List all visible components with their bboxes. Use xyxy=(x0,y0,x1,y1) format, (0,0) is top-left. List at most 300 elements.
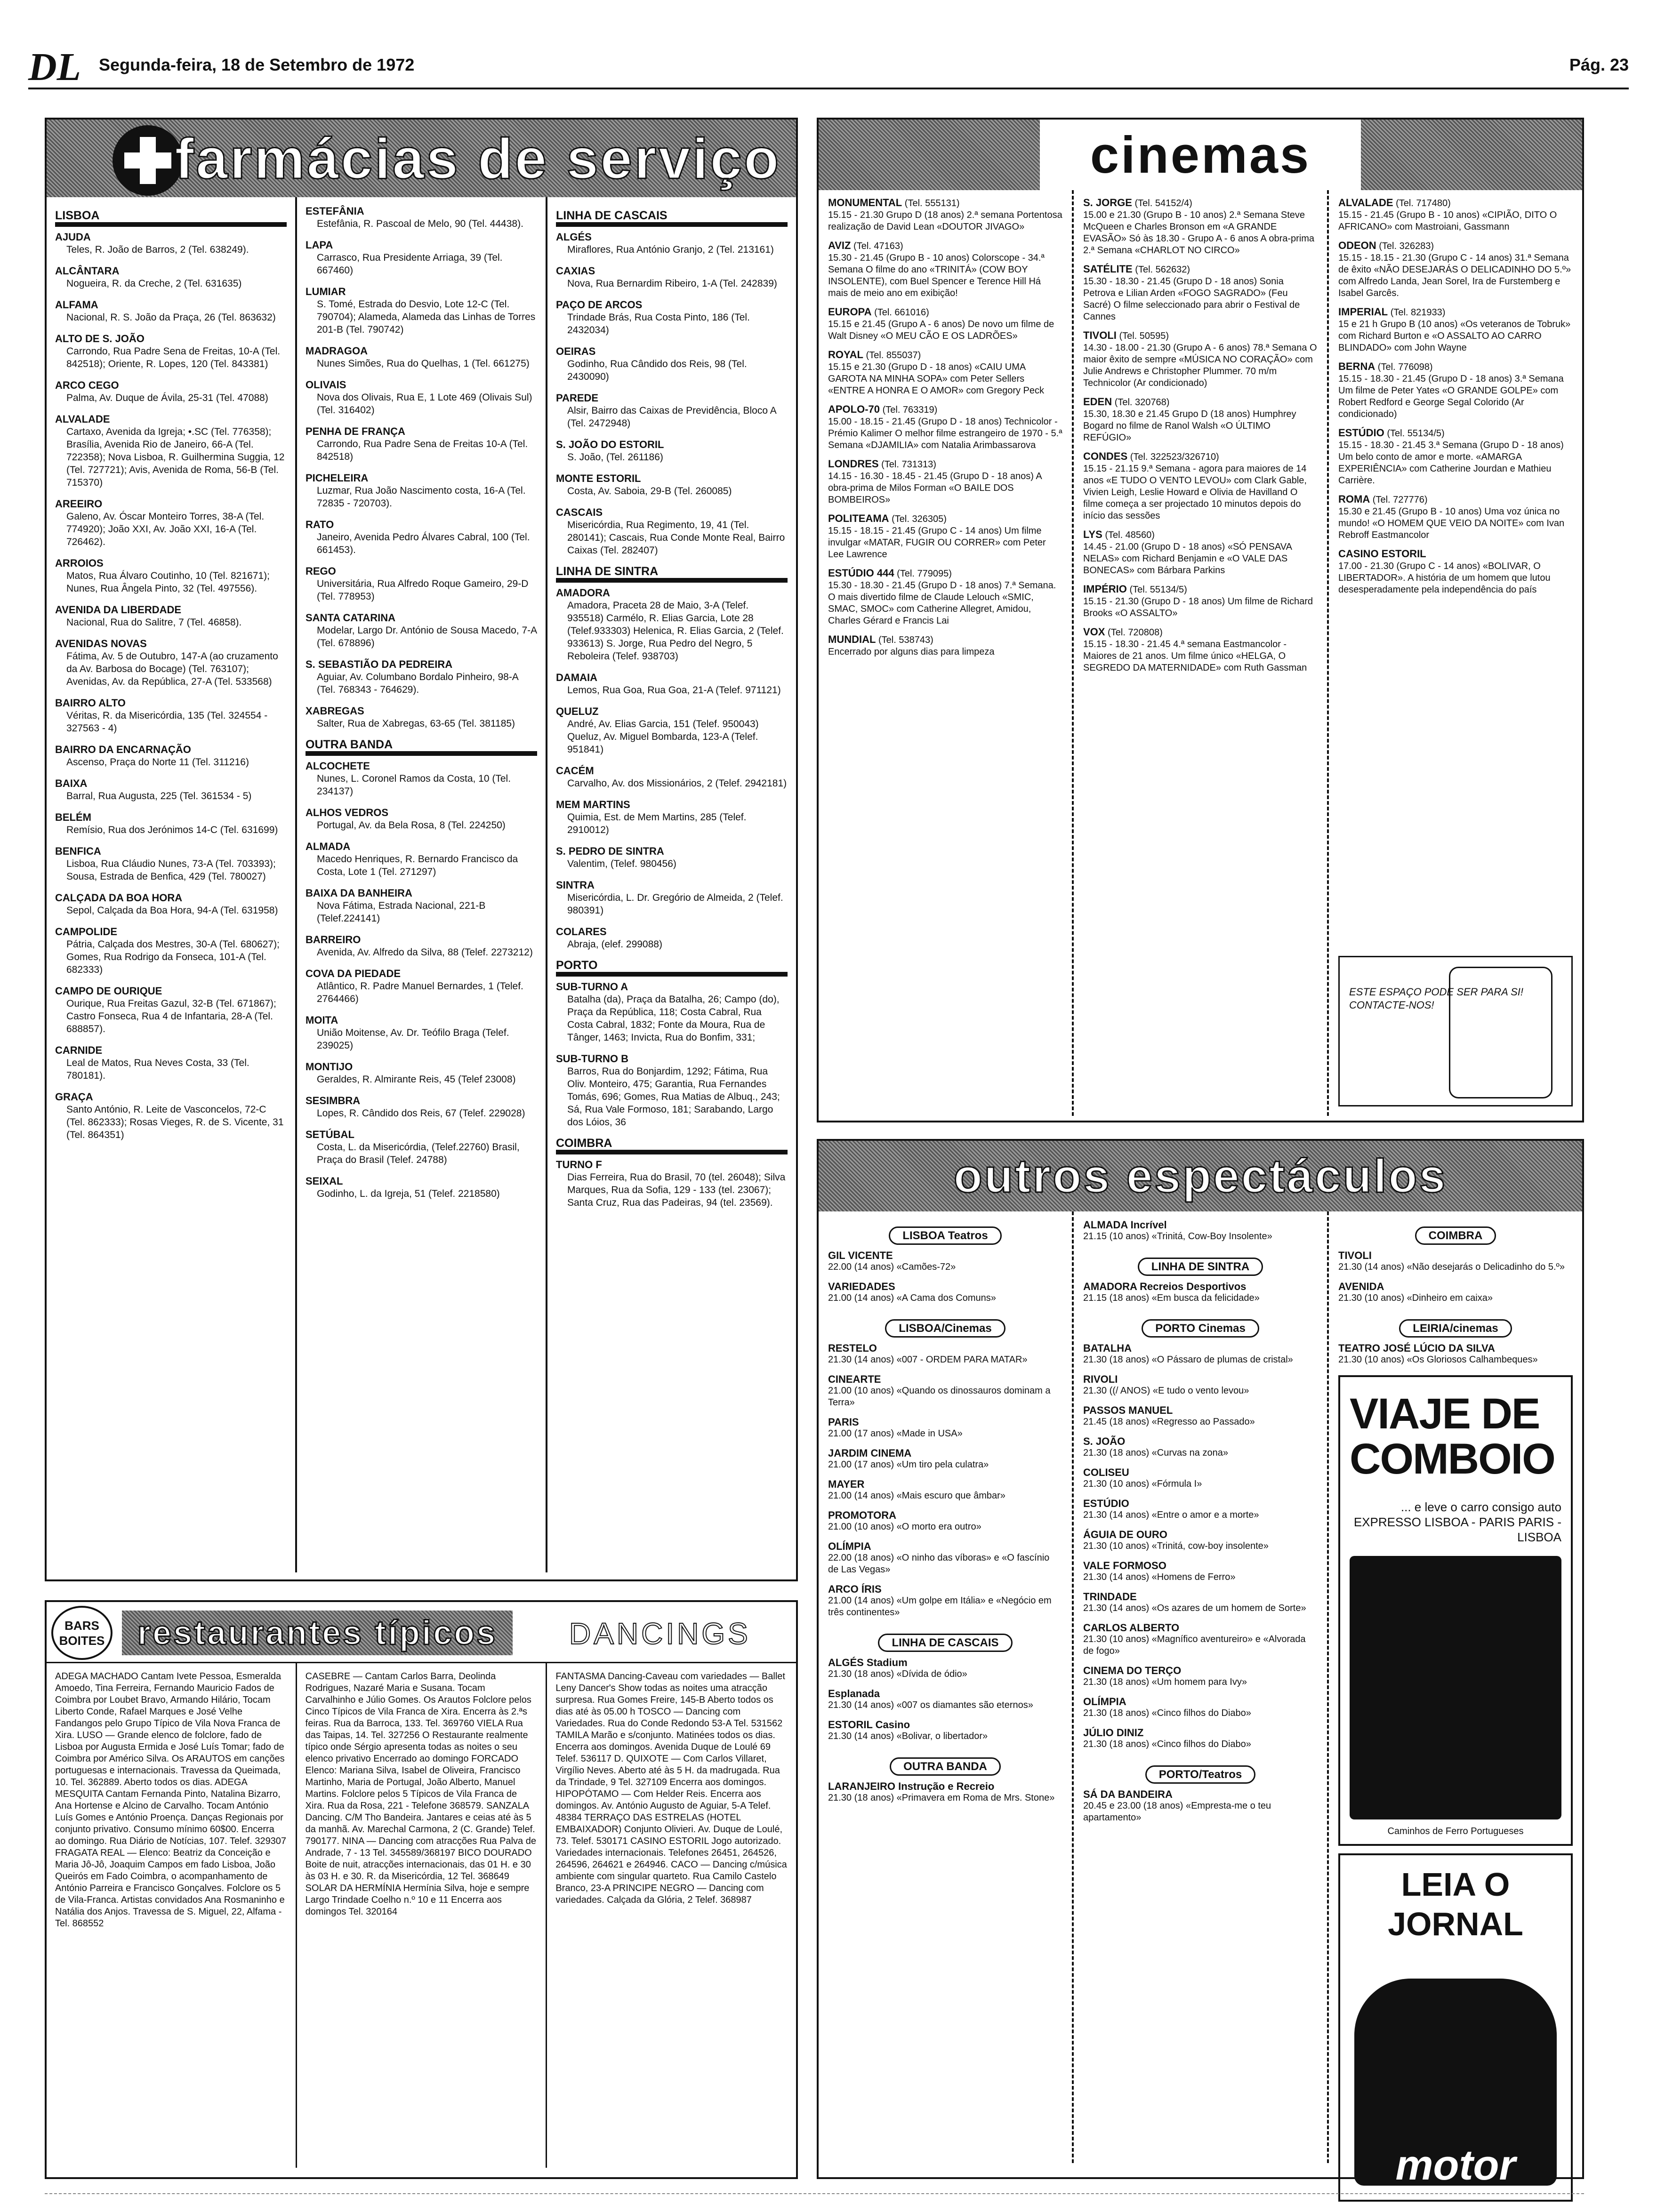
viaje-de-comboio-ad xyxy=(1338,1375,1573,1846)
outros-column-2 xyxy=(1072,1211,1327,2163)
venue-name: Esplanada xyxy=(828,1688,880,1699)
pharmacy-entry xyxy=(55,811,287,836)
show-listing xyxy=(1083,1404,1318,1428)
town-name: S. JOÃO DO ESTORIL xyxy=(556,439,664,450)
pharmacy-entry xyxy=(55,413,287,489)
pharmacy-details: Palma, Av. Duque de Ávila, 25-31 (Tel. 47088) xyxy=(66,393,268,403)
pharmacy-entry xyxy=(55,332,287,370)
cinema-name: ESTÚDIO xyxy=(1338,427,1384,439)
town-name: CAMPOLIDE xyxy=(55,926,117,938)
dancings-title: DANCINGS xyxy=(569,1617,751,1651)
cinema-name: MONUMENTAL xyxy=(828,197,902,208)
venue-name: ESTORIL Casino xyxy=(828,1719,910,1731)
cinema-heading xyxy=(1338,306,1573,319)
pharmacy-details: Atlântico, R. Padre Manuel Bernardes, 1 (Telef. 2764466) xyxy=(317,981,523,1004)
section-header: PORTO xyxy=(556,959,788,977)
cinema-listing xyxy=(828,349,1062,397)
cinema-listing xyxy=(1338,427,1573,487)
town-name: BELÉM xyxy=(55,811,91,823)
show-details: 22.00 (18 anos) «O ninho das víboras» e «O fascínio de Las Vegas» xyxy=(828,1553,1050,1575)
pharmacy-details: Ourique, Rua Freitas Gazul, 32-B (Tel. 671867); Castro Fonseca, Rua 4 de Infantaria, 28-A (Tel. 688857). xyxy=(66,998,276,1034)
cinema-heading xyxy=(1083,329,1318,342)
show-listing xyxy=(1338,1342,1573,1366)
pharmacy-entry xyxy=(55,557,287,595)
pharmacy-details: Carrondo, Rua Padre Sena de Freitas 10-A (Tel. 842518) xyxy=(317,439,528,462)
pharmacy-entry xyxy=(556,764,788,790)
cinema-phone: (Tel. 50595) xyxy=(1119,331,1169,341)
bottom-rule xyxy=(45,2193,1584,2194)
venue-name: TRINDADE xyxy=(1083,1591,1137,1603)
cinema-program: 15.15 - 18.15 - 21.45 (Grupo C - 14 anos) Um filme invulgar «MATAR, FUGIR OU CORRER» com Peter Lee Lawrence xyxy=(828,526,1046,560)
cinema-heading xyxy=(1083,450,1318,463)
pharmacy-details: Valentim, (Telef. 980456) xyxy=(567,858,676,869)
cinema-heading xyxy=(1338,197,1573,209)
show-listing xyxy=(828,1583,1062,1619)
dl-logo: DL xyxy=(28,45,81,89)
show-details: 21.00 (10 anos) «Quando os dinossauros dominam a Terra» xyxy=(828,1386,1051,1408)
cinema-program: 15.15 e 21.30 (Grupo D - 18 anos) «CAIU UMA GAROTA NA MINHA SOPA» com Peter Sellers «ENTRE A HONRA E O AMOR» com Gregory Peck xyxy=(828,362,1045,396)
pharmacy-entry xyxy=(55,264,287,290)
cinema-heading xyxy=(828,197,1062,209)
town-name: CARNIDE xyxy=(55,1044,103,1056)
venue-name: ALMADA Incrível xyxy=(1083,1219,1167,1231)
pharmacy-entry xyxy=(556,705,788,756)
cinema-name: ROMA xyxy=(1338,493,1370,505)
pharmacy-details: Misericórdia, Rua Regimento, 19, 41 (Tel. 280141); Cascais, Rua Conde Monte Real, Bairro Caixas (Tel. 282407) xyxy=(567,520,785,556)
town-name: SUB-TURNO A xyxy=(556,981,628,993)
venue-name: S. JOÃO xyxy=(1083,1435,1126,1447)
town-name: BAIRRO DA ENCARNAÇÃO xyxy=(55,744,191,755)
pharmacy-entry xyxy=(55,697,287,735)
cinema-listing xyxy=(828,306,1062,342)
show-listing xyxy=(1083,1467,1318,1490)
leia-o-jornal-ad xyxy=(1338,1853,1573,2202)
cinema-phone: (Tel. 55134/5) xyxy=(1387,428,1445,439)
town-name: PICHELEIRA xyxy=(306,472,369,484)
cinema-listing xyxy=(1083,329,1318,389)
cinema-phone: (Tel. 763319) xyxy=(882,405,938,415)
pharmacy-entry xyxy=(556,1158,788,1209)
venue-name: VARIEDADES xyxy=(828,1281,895,1292)
show-listing xyxy=(828,1540,1062,1576)
pharmacy-details: Godinho, Rua Cândido dos Reis, 98 (Tel. 2430090) xyxy=(567,359,747,382)
town-name: ALVALADE xyxy=(55,413,110,425)
pill-row xyxy=(828,1219,1062,1250)
show-details: 21.00 (14 anos) «A Cama dos Comuns» xyxy=(828,1293,996,1303)
cinema-heading xyxy=(1083,396,1318,409)
cinema-phone: (Tel. 821933) xyxy=(1390,307,1446,318)
cinema-listing xyxy=(1083,450,1318,522)
cinema-name: IMPERIAL xyxy=(1338,306,1388,318)
region-pill: LINHA DE CASCAIS xyxy=(878,1634,1012,1652)
show-details: 21.30 (14 anos) «Bolivar, o libertador» xyxy=(828,1731,988,1741)
pharmacy-details: Nunes, L. Coronel Ramos da Costa, 10 (Tel. 234137) xyxy=(317,773,511,797)
show-listing xyxy=(828,1373,1062,1409)
pharmacy-details: Estefânia, R. Pascoal de Melo, 90 (Tel. 44438). xyxy=(317,218,523,229)
cinemas-title: cinemas xyxy=(1040,120,1361,190)
region-pill: PORTO/Teatros xyxy=(1145,1765,1255,1784)
pharmacy-entry xyxy=(306,658,537,696)
pharmacy-details: Teles, R. João de Barros, 2 (Tel. 638249). xyxy=(66,244,249,255)
pharmacy-entry xyxy=(55,743,287,769)
pharmacy-entry xyxy=(55,777,287,802)
town-name: RATO xyxy=(306,519,334,530)
cinema-program: 15.15 - 21.45 (Grupo B - 10 anos) «CIPIÃO, DITO O AFRICANO» com Mastroiani, Gassmann xyxy=(1338,210,1557,232)
pharmacy-details: Nunes Simões, Rua do Quelhas, 1 (Tel. 661275) xyxy=(317,358,530,369)
pharmacy-details: Avenida, Av. Alfredo da Silva, 88 (Telef. 2273212) xyxy=(317,947,533,958)
venue-name: BATALHA xyxy=(1083,1342,1132,1354)
show-details: 21.15 (10 anos) «Trinitá, Cow-Boy Insolente» xyxy=(1083,1231,1272,1242)
section-header: LINHA DE CASCAIS xyxy=(556,209,788,227)
show-details: 21.30 (14 anos) «007 - ORDEM PARA MATAR» xyxy=(828,1354,1028,1365)
cinema-name: EUROPA xyxy=(828,306,872,318)
advertise-here-text: ESTE ESPAÇO PODE SER PARA SI! CONTACTE-NOS! xyxy=(1349,986,1524,1011)
town-name: GRAÇA xyxy=(55,1091,93,1103)
page-number: Pág. 23 xyxy=(1569,55,1629,74)
pharmacy-details: Quimia, Est. de Mem Martins, 285 (Telef. 2910012) xyxy=(567,812,747,835)
show-listing xyxy=(1083,1373,1318,1397)
town-name: BARREIRO xyxy=(306,934,361,946)
ad-headline: VIAJE DE COMBOIO xyxy=(1350,1390,1555,1483)
town-name: ALFAMA xyxy=(55,299,98,311)
bars-columns xyxy=(47,1663,796,2168)
pharmacy-entry xyxy=(306,239,537,277)
town-name: BENFICA xyxy=(55,845,101,857)
cinema-program: 15.30, 18.30 e 21.45 Grupo D (18 anos) Humphrey Bogard no filme de Ranol Walsh «O ÚLTIMO REFÚGIO» xyxy=(1083,409,1296,443)
show-listing xyxy=(828,1478,1062,1502)
section-header: COIMBRA xyxy=(556,1137,788,1154)
pharmacy-details: União Moitense, Av. Dr. Teófilo Braga (Telef. 239025) xyxy=(317,1027,509,1051)
pharmacy-entry xyxy=(55,603,287,629)
cinema-program: 15.30 - 21.45 (Grupo B - 10 anos) Colorscope - 34.ª Semana O filme do ano «TRINITÁ» (COW BOY INSOLENTE), com Buel Spencer e Terence Hill Há mais de meio ano em exibição! xyxy=(828,253,1045,298)
cinema-name: BERNA xyxy=(1338,361,1375,372)
region-pill: LEIRIA/cinemas xyxy=(1399,1319,1512,1338)
show-listing xyxy=(828,1416,1062,1440)
pharmacy-details: Macedo Henriques, R. Bernardo Francisco da Costa, Lote 1 (Tel. 271297) xyxy=(317,854,518,877)
cinema-phone: (Tel. 54152/4) xyxy=(1134,198,1192,208)
town-name: AVENIDAS NOVAS xyxy=(55,638,147,649)
town-name: ALCOCHETE xyxy=(306,760,370,772)
venue-name: AVENIDA xyxy=(1338,1281,1384,1292)
show-listing xyxy=(828,1509,1062,1533)
show-details: 21.30 (18 anos) «Um homem para Ivy» xyxy=(1083,1677,1247,1687)
cinema-program: 14.45 - 21.00 (Grupo D - 18 anos) «SÓ PENSAVA NELAS» com Richard Benjamin e «O VALE DAS BONECAS» com Bárbara Parkins xyxy=(1083,542,1292,576)
town-name: PAREDE xyxy=(556,392,599,404)
bars-column-3: FANTASMA Dancing-Caveau com variedades — Ballet Leny Dancer's Show todas as noites uma atracção surpresa. Rua Gomes Freire, 145-B Aberto todos os dias até às 05.00 h TOSCO — Dancing com Variedades. Rua do Conde Redondo 53-A Tel. 531562 TAMILA Marão e s/conjunto. Matinées todos os dias. Encerra aos domingos. Avenida Duque de Loulé 69 Telef. 536117 D. QUIXOTE — Com Carlos Villaret, Virgílio Neves. Aberto até às 5 H. da madrugada. Rua da Trindade, 9 Tel. 327109 Encerra aos domingos. HIPOPÓTAMO — Com Helder Reis. Encerra aos domingos. Av. António Augusto de Aguiar, 5-A Telef. 48384 TERRAÇO DAS ESTRELAS (HOTEL EMBAIXADOR) Conjunto Olivieri. Av. Duque de Loulé, 73. Telef. 530171 CASINO ESTORIL Jogo autorizado. Variedades internacionais. Telefones 26451, 264526, 264596, 264621 e 264946. CACO — Dancing c/música ambiente com singular quarteto. Rua Camilo Castelo Branco, 23-A PRINCIPE NEGRO — Dancing com variedades. Calçada da Glória, 2 Telef. 368987 xyxy=(546,1663,796,2168)
cinema-phone: (Tel. 555131) xyxy=(904,198,960,208)
outros-column-3 xyxy=(1327,1211,1582,2189)
town-name: S. PEDRO DE SINTRA xyxy=(556,845,664,857)
cinema-name: SATÉLITE xyxy=(1083,263,1133,275)
town-name: SEIXAL xyxy=(306,1175,343,1187)
pharmacy-details: Universitária, Rua Alfredo Roque Gameiro, 29-D (Tel. 778953) xyxy=(317,578,529,602)
town-name: OLIVAIS xyxy=(306,379,346,391)
show-listing xyxy=(1083,1435,1318,1459)
town-name: MADRAGOA xyxy=(306,345,368,357)
pharmacy-entry xyxy=(556,472,788,497)
cinemas-column-3 xyxy=(1327,190,1582,1116)
town-name: SINTRA xyxy=(556,879,595,891)
pharmacy-entry xyxy=(306,472,537,510)
restaurantes-banner xyxy=(122,1611,513,1655)
show-listing xyxy=(828,1250,1062,1273)
header-date: Segunda-feira, 18 de Setembro de 1972 xyxy=(99,55,415,74)
cinema-name: CONDES xyxy=(1083,450,1128,462)
cinema-heading xyxy=(828,633,1062,646)
pharmacy-details: Barral, Rua Augusta, 225 (Tel. 361534 - 5) xyxy=(66,791,252,801)
farmacias-banner xyxy=(47,120,796,197)
cinema-listing xyxy=(1338,306,1573,354)
cinema-program: 15.15 e 21.45 (Grupo A - 6 anos) De novo um filme de Walt Disney «O MEU CÃO E OS LADRÕES» xyxy=(828,319,1054,341)
pharmacy-entry xyxy=(55,891,287,917)
pharmacy-entry xyxy=(55,1090,287,1141)
pill-row xyxy=(828,1750,1062,1780)
pharmacy-details: S. Tomé, Estrada do Desvio, Lote 12-C (Tel. 790704); Alameda, Alameda das Linhas de Torres 201-B (Tel. 790742) xyxy=(317,299,536,335)
pharmacy-details: Miraflores, Rua António Granjo, 2 (Tel. 213161) xyxy=(567,244,774,255)
show-details: 21.30 (10 anos) «Dinheiro em caixa» xyxy=(1338,1293,1493,1303)
region-pill: LINHA DE SINTRA xyxy=(1138,1258,1263,1276)
pharmacy-details: Lisboa, Rua Cláudio Nunes, 73-A (Tel. 703393); Sousa, Estrada de Benfica, 429 (Tel. 780027) xyxy=(66,858,276,882)
cinemas-column-2 xyxy=(1072,190,1327,1116)
venue-name: SÁ DA BANDEIRA xyxy=(1083,1788,1173,1800)
ad-footer: Caminhos de Ferro Portugueses xyxy=(1387,1826,1524,1836)
farmacias-column-2 xyxy=(295,197,546,1572)
town-name: PENHA DE FRANÇA xyxy=(306,425,405,437)
ad-headline-2: LEIA O JORNAL xyxy=(1388,1866,1523,1942)
farmacias-column-3 xyxy=(546,197,796,1572)
pharmacy-details: Godinho, L. da Igreja, 51 (Telef. 2218580) xyxy=(317,1188,500,1199)
cinema-name: TIVOLI xyxy=(1083,329,1117,341)
pharmacy-details: Sepol, Calçada da Boa Hora, 94-A (Tel. 631958) xyxy=(66,905,278,916)
cinema-program: 17.00 - 21.30 (Grupo C - 14 anos) «BOLIVAR, O LIBERTADOR». A história de um homem que lutou desesperadamente pela independência do país xyxy=(1338,561,1551,595)
town-name: S. SEBASTIÃO DA PEDREIRA xyxy=(306,658,453,670)
show-details: 21.30 (10 anos) «Magnífico aventureiro» e «Alvorada de fogo» xyxy=(1083,1634,1306,1656)
pharmacy-entry xyxy=(556,345,788,383)
ad-subtext: ... e leve o carro consigo auto EXPRESSO LISBOA - PARIS PARIS - LISBOA xyxy=(1353,1500,1561,1544)
pharmacy-entry xyxy=(306,705,537,730)
pharmacy-details: Salter, Rua de Xabregas, 63-65 (Tel. 381185) xyxy=(317,718,515,729)
town-name: XABREGAS xyxy=(306,705,364,717)
cinema-listing xyxy=(1338,240,1573,299)
pharmacy-entry xyxy=(556,671,788,697)
cinema-heading xyxy=(1083,626,1318,639)
venue-name: ARCO ÍRIS xyxy=(828,1583,882,1595)
town-name: CAXIAS xyxy=(556,265,595,277)
cinema-phone: (Tel. 717480) xyxy=(1396,198,1451,208)
show-listing xyxy=(828,1719,1062,1742)
show-details: 21.30 (10 anos) «Os Gloriosos Calhambeques» xyxy=(1338,1354,1538,1365)
cinema-name: ESTÚDIO 444 xyxy=(828,567,894,579)
pharmacy-details: Cartaxo, Avenida da Igreja; •.SC (Tel. 776358); Brasília, Avenida Rio de Janeiro, 66-A (Tel. 722358); Nova Lisboa, R. Guilhermina Suggia, 12 (Tel. 727721); Avis, Avenida de Roma, 56-B (Tel. 715370) xyxy=(66,426,285,488)
pharmacy-entry xyxy=(55,298,287,324)
page-header xyxy=(28,45,1629,89)
pharmacy-entry xyxy=(306,1014,537,1052)
cinema-listing xyxy=(1083,263,1318,323)
town-name: CAMPO DE OURIQUE xyxy=(55,985,162,997)
cinema-heading xyxy=(828,349,1062,361)
show-details: 21.30 (14 anos) «Não desejarás o Delicadinho do 5.º» xyxy=(1338,1262,1565,1272)
pill-row xyxy=(1338,1219,1573,1250)
pharmacy-entry xyxy=(306,840,537,878)
show-details: 21.30 (18 anos) «Cinco filhos do Diabo» xyxy=(1083,1708,1251,1718)
cinemas-section xyxy=(817,118,1584,1122)
pharmacy-entry xyxy=(55,497,287,548)
cinema-program: Encerrado por alguns dias para limpeza xyxy=(828,647,995,657)
cinema-listing xyxy=(828,633,1062,658)
cinema-heading xyxy=(1338,240,1573,252)
cinema-program: 15.15 - 21.30 Grupo D (18 anos) 2.ª semana Portentosa realização de David Lean «DOUTOR JIVAGO» xyxy=(828,210,1062,232)
pharmacy-entry xyxy=(55,985,287,1035)
cinema-name: S. JORGE xyxy=(1083,197,1132,208)
show-listing xyxy=(1338,1250,1573,1273)
pharmacy-details: Dias Ferreira, Rua do Brasil, 70 (tel. 26048); Silva Marques, Rua da Sofia, 129 - 133 (tel. 23067); Santa Cruz, Rua das Padeiras, 94 (tel. 23569). xyxy=(567,1172,786,1208)
venue-name: TEATRO JOSÉ LÚCIO DA SILVA xyxy=(1338,1342,1495,1354)
pharmacy-details: Trindade Brás, Rua Costa Pinto, 186 (Tel. 2432034) xyxy=(567,312,750,336)
pharmacy-entry xyxy=(55,231,287,256)
pharmacy-details: Carrasco, Rua Presidente Arriaga, 39 (Tel. 667460) xyxy=(317,252,503,276)
venue-name: COLISEU xyxy=(1083,1467,1129,1478)
pharmacy-details: S. João, (Tel. 261186) xyxy=(567,452,663,463)
bars-boites-badge: BARS BOITES xyxy=(51,1606,113,1660)
town-name: LUMIAR xyxy=(306,286,346,297)
venue-name: RIVOLI xyxy=(1083,1373,1118,1385)
show-listing xyxy=(1083,1529,1318,1552)
venue-name: OLÍMPIA xyxy=(1083,1696,1126,1707)
outros-column-3-list xyxy=(1338,1219,1573,1366)
cinema-name: VOX xyxy=(1083,626,1105,638)
pharmacy-details: Remísio, Rua dos Jerónimos 14-C (Tel. 631699) xyxy=(66,825,278,835)
pharmacy-entry xyxy=(556,1052,788,1129)
outros-column-1 xyxy=(819,1211,1072,2163)
pharmacy-details: Pátria, Calçada dos Mestres, 30-A (Tel. 680627); Gomes, Rua Rodrigo da Fonseca, 101-A (Tel. 682333) xyxy=(66,939,280,975)
cinema-phone: (Tel. 48560) xyxy=(1105,530,1155,540)
pharmacy-entry xyxy=(306,806,537,832)
show-details: 21.30 ((/ ANOS) «E tudo o vento levou» xyxy=(1083,1386,1249,1396)
town-name: AVENIDA DA LIBERDADE xyxy=(55,604,182,616)
pharmacy-entry xyxy=(556,298,788,337)
pill-row xyxy=(1083,1312,1318,1342)
cinema-listing xyxy=(828,197,1062,233)
cinema-heading xyxy=(828,458,1062,471)
show-listing xyxy=(1083,1219,1318,1242)
pharmacy-details: Carvalho, Av. dos Missionários, 2 (Telef. 2942181) xyxy=(567,778,787,789)
cinema-listing xyxy=(828,240,1062,299)
cinema-name: LYS xyxy=(1083,529,1102,540)
show-details: 21.30 (10 anos) «Fórmula I» xyxy=(1083,1479,1202,1489)
pill-row xyxy=(828,1626,1062,1657)
pharmacy-details: Amadora, Praceta 28 de Maio, 3-A (Telef. 935518) Carmélo, R. Elias Garcia, Lote 28 (Telef.933303) Helenica, R. Elias Garcia, 2 (Telef. 933613) S. Jorge, Rua Pedro del Negro, 5 Reboleira (Telef. 938703) xyxy=(567,600,784,662)
town-name: MONTE ESTORIL xyxy=(556,473,641,484)
cinema-name: AVIZ xyxy=(828,240,851,251)
town-name: DAMAIA xyxy=(556,672,597,683)
cinema-listing xyxy=(1083,626,1318,674)
town-name: ALTO DE S. JOÃO xyxy=(55,333,145,345)
cinema-name: CASINO ESTORIL xyxy=(1338,548,1426,560)
bars-section xyxy=(45,1600,798,2179)
pharmacy-details: Costa, Av. Saboia, 29-B (Tel. 260085) xyxy=(567,486,732,497)
pharmacy-entry xyxy=(306,967,537,1005)
section-header: LISBOA xyxy=(55,209,287,227)
pharmacy-details: Nova Fátima, Estrada Nacional, 221-B (Telef.224141) xyxy=(317,900,486,924)
town-name: MEM MARTINS xyxy=(556,799,630,810)
cinemas-banner xyxy=(819,120,1582,190)
pharmacy-details: Nacional, R. S. João da Praça, 26 (Tel. 863632) xyxy=(66,312,276,323)
cinema-heading xyxy=(1338,548,1573,561)
town-name: SUB-TURNO B xyxy=(556,1053,628,1065)
town-name: CACÉM xyxy=(556,765,594,777)
cinema-phone: (Tel. 727776) xyxy=(1372,495,1428,505)
town-name: ARROIOS xyxy=(55,557,104,569)
cinema-program: 15.15 - 18.30 - 21.45 (Grupo D - 18 anos) 3.ª Semana Um filme de Peter Yates «O GRANDE GOLPE» com Robert Redford e George Segal Colorido (Ar condicionado) xyxy=(1338,374,1564,419)
cinema-phone: (Tel. 562632) xyxy=(1135,264,1190,275)
pharmacy-entry xyxy=(556,879,788,917)
town-name: TURNO F xyxy=(556,1159,602,1170)
pharmacy-details: Nova, Rua Bernardim Ribeiro, 1-A (Tel. 242839) xyxy=(567,278,777,289)
pill-row xyxy=(1083,1250,1318,1281)
pharmacy-entry xyxy=(55,925,287,976)
cinema-heading xyxy=(1338,493,1573,506)
cinema-program: 15.15 - 18.30 - 21.45 4.ª semana Eastmancolor - Maiores de 21 anos. Um filme único «HELGA, O SEGREDO DA MATERNIDADE» com Ruth Gassman xyxy=(1083,639,1307,673)
cinema-name: IMPÉRIO xyxy=(1083,583,1127,595)
pharmacy-entry xyxy=(556,798,788,836)
show-listing xyxy=(1083,1788,1318,1824)
pharmacy-entry xyxy=(306,1060,537,1086)
pharmacy-details: Portugal, Av. da Bela Rosa, 8 (Tel. 224250) xyxy=(317,820,506,831)
pill-row xyxy=(1083,1758,1318,1788)
farmacias-section xyxy=(45,118,798,1581)
show-listing xyxy=(1083,1281,1318,1304)
venue-name: PASSOS MANUEL xyxy=(1083,1404,1173,1416)
venue-name: ÁGUIA DE OURO xyxy=(1083,1529,1167,1540)
cinema-phone: (Tel. 855037) xyxy=(866,350,921,361)
pharmacy-details: Santo António, R. Leite de Vasconcelos, 72-C (Tel. 862333); Rosas Vieges, R. de S. Vicente, 31 (Tel. 864351) xyxy=(66,1104,284,1140)
pharmacy-entry xyxy=(306,285,537,336)
town-name: SETÚBAL xyxy=(306,1129,354,1140)
town-name: COLARES xyxy=(556,926,607,938)
venue-name: ALGÉS Stadium xyxy=(828,1657,908,1668)
pharmacy-entry xyxy=(306,611,537,649)
cinema-heading xyxy=(828,403,1062,416)
cinema-program: 15.00 - 18.15 - 21.45 (Grupo D - 18 anos) Technicolor - Prémio Kalimer O melhor filme estrangeiro de 1970 - 5.ª Semana «DJAMILIA» com Natalia Arimbassarova xyxy=(828,417,1062,450)
town-name: OEIRAS xyxy=(556,345,596,357)
pharmacy-entry xyxy=(55,379,287,404)
venue-name: GIL VICENTE xyxy=(828,1250,893,1261)
show-details: 21.00 (14 anos) «Mais escuro que âmbar» xyxy=(828,1491,1005,1501)
cinema-listing xyxy=(828,567,1062,627)
cinema-phone: (Tel. 326283) xyxy=(1379,241,1434,251)
town-name: ALMADA xyxy=(306,841,351,852)
show-details: 21.30 (18 anos) «Dívida de ódio» xyxy=(828,1669,967,1679)
pharmacy-entry xyxy=(556,586,788,663)
town-name: PAÇO DE ARCOS xyxy=(556,299,643,311)
cinema-phone: (Tel. 55134/5) xyxy=(1129,585,1187,595)
cinema-name: EDEN xyxy=(1083,396,1112,408)
venue-name: RESTELO xyxy=(828,1342,877,1354)
cinema-listing xyxy=(1083,396,1318,444)
pharmacy-details: Galeno, Av. Óscar Monteiro Torres, 38-A (Tel. 774920); João XXI, Av. João XXI, 16-A (Tel. 726462). xyxy=(66,511,265,547)
venue-name: LARANJEIRO Instrução e Recreio xyxy=(828,1780,995,1792)
town-name: QUELUZ xyxy=(556,705,599,717)
farmacias-columns xyxy=(47,197,796,1572)
pharmacy-details: Ascenso, Praça do Norte 11 (Tel. 311216) xyxy=(66,757,249,768)
cinema-program: 15.15 - 18.15 - 21.30 (Grupo C - 14 anos) 31.ª Semana de êxito «NÃO DESEJARÁS O DELICADINHO DO 5.º» com Alfredo Landa, Jean Sorel, Ira de Furstemberg e Isabel Garcês. xyxy=(1338,253,1571,298)
show-listing xyxy=(828,1657,1062,1680)
pharmacy-details: Véritas, R. da Misericórdia, 135 (Tel. 324554 - 327563 - 4) xyxy=(66,710,268,734)
show-details: 21.30 (14 anos) «Homens de Ferro» xyxy=(1083,1572,1236,1582)
cinema-listing xyxy=(1083,583,1318,619)
town-name: MOITA xyxy=(306,1014,338,1026)
pharmacy-details: Batalha (da), Praça da Batalha, 26; Campo (do), Praça da República, 118; Costa Cabral, Rua Costa Cabral, 1832; Fonte da Moura, Rua de Tânger, 1463; Invicta, Rua do Bonfim, 331; xyxy=(567,994,780,1043)
